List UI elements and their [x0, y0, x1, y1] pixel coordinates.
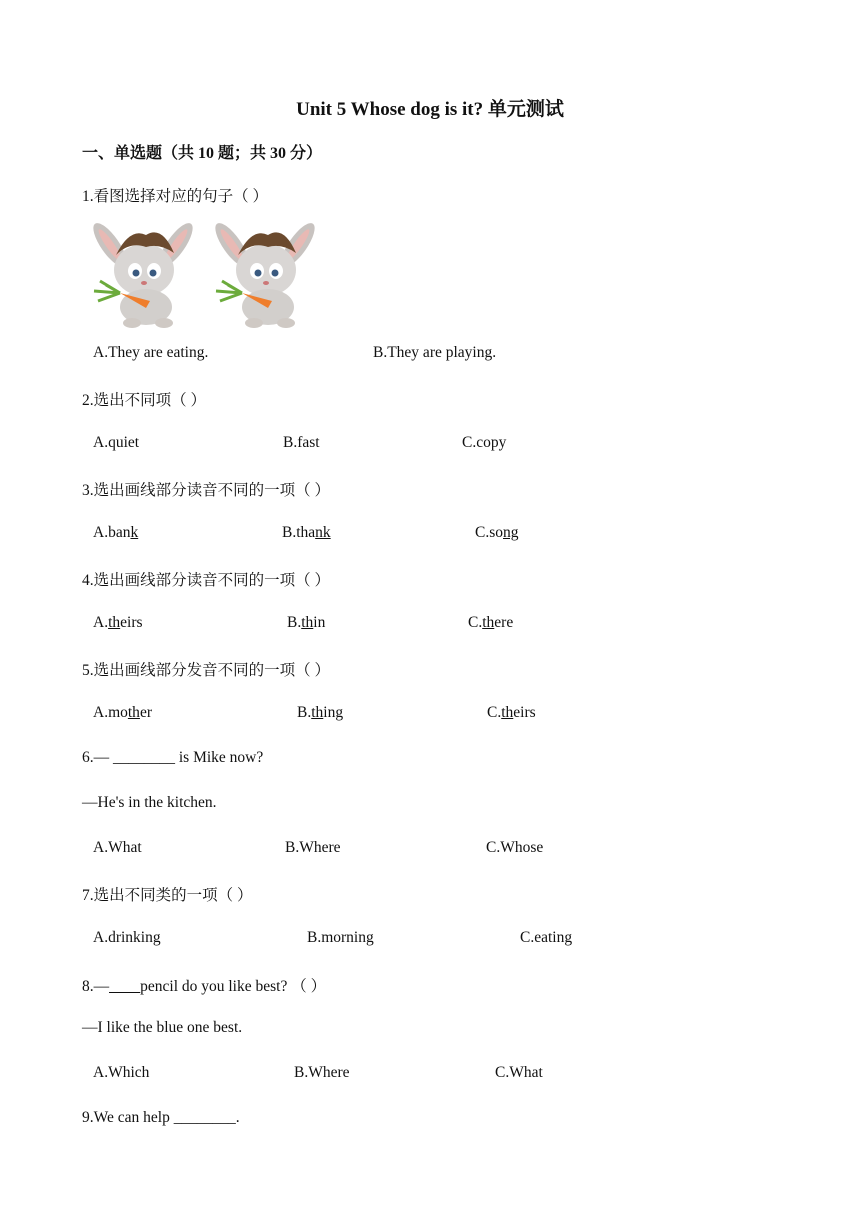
option-c[interactable]: C.Whose [486, 839, 544, 856]
option-a[interactable]: A.quiet [93, 434, 140, 451]
option-b[interactable]: B.thing [297, 704, 344, 721]
question-6-stem: 6.— ________ is Mike now? [82, 749, 264, 766]
question-8-stem: 8.—____pencil do you like best? （ ） [82, 978, 327, 995]
option-c[interactable]: C.song [475, 524, 519, 541]
option-c[interactable]: C.copy [462, 434, 507, 451]
option-c[interactable]: C.What [495, 1064, 543, 1081]
option-a[interactable]: A.theirs [93, 614, 143, 631]
option-c[interactable]: C.there [468, 614, 514, 631]
question-7-stem: 7.选出不同类的一项（ ） [82, 887, 253, 904]
option-a[interactable]: A.What [93, 839, 142, 856]
question-4-stem: 4.选出画线部分读音不同的一项（ ） [82, 572, 331, 589]
question-2-stem: 2.选出不同项（ ） [82, 392, 207, 409]
answer-blank[interactable]: ____ [109, 978, 141, 995]
rabbit-image [80, 215, 204, 331]
question-8-reply: —I like the blue one best. [82, 1019, 243, 1036]
option-a[interactable]: A.bank [93, 524, 139, 541]
rabbit-image [202, 215, 326, 331]
option-b[interactable]: B.Where [294, 1064, 350, 1081]
option-b[interactable]: B.thin [287, 614, 326, 631]
section-heading: 一、单选题（共 10 题；共 30 分） [82, 145, 323, 162]
option-b[interactable]: B.Where [285, 839, 341, 856]
option-a[interactable]: A.drinking [93, 929, 161, 946]
question-5-stem: 5.选出画线部分发音不同的一项（ ） [82, 662, 331, 679]
option-b[interactable]: B.morning [307, 929, 374, 946]
option-b[interactable]: B.They are playing. [373, 344, 497, 361]
question-6-reply: —He's in the kitchen. [82, 794, 217, 811]
question-1-stem: 1.看图选择对应的句子（ ） [82, 188, 269, 205]
option-a[interactable]: A.mother [93, 704, 152, 721]
option-a[interactable]: A.Which [93, 1064, 150, 1081]
option-b[interactable]: B.thank [282, 524, 331, 541]
option-a[interactable]: A.They are eating. [93, 344, 209, 361]
page-title: Unit 5 Whose dog is it? 单元测试 [296, 99, 564, 120]
option-b[interactable]: B.fast [283, 434, 320, 451]
option-c[interactable]: C.eating [520, 929, 573, 946]
question-3-stem: 3.选出画线部分读音不同的一项（ ） [82, 482, 331, 499]
option-c[interactable]: C.theirs [487, 704, 536, 721]
question-9-stem: 9.We can help ________. [82, 1109, 240, 1126]
